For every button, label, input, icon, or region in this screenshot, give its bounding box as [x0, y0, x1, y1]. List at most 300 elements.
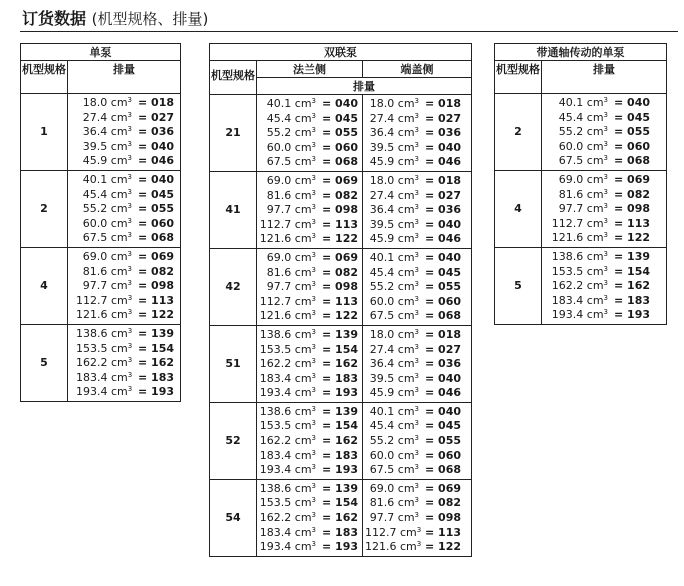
volume-unit-exponent: 3	[603, 279, 608, 288]
volume-unit-exponent: 3	[603, 139, 608, 148]
displacement-volume	[76, 342, 132, 357]
displacement-volume	[258, 295, 316, 310]
volume-value: 81.6	[558, 187, 584, 201]
volume-unit: cm	[397, 203, 415, 217]
displacement-line	[76, 265, 180, 280]
order-code: = 036	[425, 357, 462, 371]
order-code: = 068	[425, 309, 462, 323]
volume-unit: cm	[586, 172, 604, 186]
volume-unit-exponent: 3	[603, 172, 608, 181]
volume-unit: cm	[397, 357, 415, 371]
volume-value: 69.0	[266, 173, 292, 187]
order-code: = 046	[425, 386, 462, 400]
displacement-volume	[365, 463, 419, 478]
col-cover-side: 端盖侧	[363, 61, 472, 78]
volume-value: 39.5	[369, 371, 395, 385]
volume-unit-exponent: 3	[414, 250, 419, 259]
volume-unit: cm	[397, 481, 415, 495]
volume-value: 162.2	[259, 357, 292, 371]
displacement-volume	[76, 250, 132, 265]
volume-value: 193.4	[259, 463, 292, 477]
volume-unit-exponent: 3	[127, 356, 133, 365]
displacement-volume	[365, 309, 419, 324]
volume-unit-exponent: 3	[127, 385, 133, 394]
volume-unit: cm	[111, 370, 128, 384]
volume-unit-exponent: 3	[416, 525, 422, 534]
displacement-volume	[258, 280, 316, 295]
displacement-volume	[76, 265, 132, 280]
volume-value: 45.9	[82, 154, 108, 168]
displacement-cell	[257, 248, 363, 325]
displacement-line	[258, 511, 362, 526]
displacement-cell	[257, 325, 363, 402]
displacement-volume	[76, 385, 132, 400]
displacement-line	[365, 386, 471, 401]
volume-unit: cm	[397, 511, 415, 525]
displacement-cell	[257, 402, 363, 479]
order-code: = 068	[425, 463, 462, 477]
displacement-line	[550, 154, 666, 169]
displacement-line	[258, 141, 362, 156]
volume-unit: cm	[110, 110, 128, 124]
order-code: = 122	[322, 232, 359, 246]
order-code: = 055	[138, 202, 175, 216]
volume-unit: cm	[294, 342, 312, 356]
displacement-cell	[542, 94, 667, 171]
volume-unit: cm	[294, 140, 312, 154]
order-code: = 055	[322, 126, 359, 140]
volume-value: 193.4	[259, 386, 292, 400]
displacement-cell	[363, 248, 472, 325]
volume-unit-exponent: 3	[127, 216, 132, 225]
volume-value: 36.4	[369, 126, 395, 140]
displacement-line	[76, 173, 180, 188]
displacement-line	[365, 419, 471, 434]
volume-unit-exponent: 3	[414, 232, 419, 241]
order-code: = 046	[425, 232, 462, 246]
volume-unit: cm	[397, 280, 415, 294]
displacement-line	[365, 203, 471, 218]
displacement-cell	[68, 247, 181, 324]
volume-unit: cm	[294, 371, 312, 385]
displacement-line	[365, 511, 471, 526]
volume-value: 55.2	[369, 280, 395, 294]
displacement-line	[258, 405, 362, 420]
volume-unit-exponent: 3	[311, 97, 316, 105]
displacement-line	[258, 155, 362, 170]
order-code: = 040	[425, 371, 462, 385]
volume-unit: cm	[294, 525, 312, 539]
volume-value: 112.7	[259, 294, 292, 308]
displacement-volume	[258, 526, 316, 541]
displacement-cell	[68, 94, 181, 171]
displacement-line	[365, 449, 471, 464]
volume-unit: cm	[586, 264, 604, 278]
volume-unit-exponent: 3	[311, 140, 316, 149]
volume-unit: cm	[294, 188, 312, 202]
volume-unit: cm	[110, 216, 128, 230]
volume-unit-exponent: 3	[414, 434, 419, 443]
displacement-line	[550, 217, 666, 232]
volume-value: 97.7	[266, 203, 292, 217]
order-code: = 082	[614, 187, 651, 201]
volume-unit: cm	[586, 216, 604, 230]
order-code: = 082	[138, 264, 175, 278]
displacement-volume	[258, 309, 316, 324]
order-code: = 027	[425, 111, 462, 125]
model-size-cell: 51	[210, 325, 257, 402]
volume-value: 69.0	[369, 481, 395, 495]
volume-unit-exponent: 3	[127, 231, 132, 240]
volume-unit-exponent: 3	[414, 386, 419, 395]
volume-unit: cm	[294, 203, 312, 217]
displacement-line	[258, 449, 362, 464]
volume-unit-exponent: 3	[127, 264, 132, 273]
displacement-volume	[365, 372, 419, 387]
volume-value: 27.4	[369, 342, 395, 356]
volume-unit: cm	[397, 463, 415, 477]
volume-unit-exponent: 3	[414, 404, 419, 413]
volume-value: 55.2	[558, 125, 584, 139]
volume-unit: cm	[294, 250, 312, 264]
order-code: = 162	[322, 357, 359, 371]
order-code: = 036	[425, 126, 462, 140]
order-code: = 055	[614, 125, 651, 139]
volume-value: 183.4	[76, 370, 108, 384]
order-code: = 045	[138, 187, 175, 201]
volume-value: 69.0	[558, 172, 584, 186]
volume-value: 153.5	[259, 496, 292, 510]
order-code: = 055	[425, 434, 462, 448]
model-size-cell: 42	[210, 248, 257, 325]
volume-unit: cm	[110, 172, 128, 186]
volume-unit-exponent: 3	[603, 125, 608, 134]
displacement-volume	[258, 419, 316, 434]
order-code: = 193	[138, 385, 175, 399]
displacement-line	[258, 482, 362, 497]
displacement-volume	[258, 496, 316, 511]
volume-value: 81.6	[266, 265, 292, 279]
displacement-line	[258, 496, 362, 511]
displacement-line	[76, 371, 180, 386]
displacement-volume	[76, 140, 132, 155]
volume-unit-exponent: 3	[127, 249, 132, 258]
order-code: = 036	[138, 125, 175, 139]
order-code: = 193	[614, 308, 651, 322]
displacement-volume	[365, 540, 422, 555]
displacement-line	[550, 96, 666, 111]
displacement-volume	[365, 97, 419, 112]
displacement-line	[76, 327, 180, 342]
volume-unit-exponent: 3	[311, 448, 316, 457]
displacement-volume	[76, 173, 132, 188]
order-code: = 040	[138, 172, 175, 186]
volume-unit-exponent: 3	[603, 154, 608, 163]
volume-unit: cm	[294, 463, 312, 477]
volume-unit: cm	[111, 341, 128, 355]
volume-unit: cm	[111, 385, 128, 399]
order-code: = 018	[425, 97, 462, 110]
displacement-line	[258, 372, 362, 387]
displacement-cell	[363, 171, 472, 248]
displacement-volume	[550, 294, 608, 309]
volume-value: 121.6	[365, 540, 397, 554]
volume-unit: cm	[397, 386, 415, 400]
volume-value: 27.4	[82, 110, 108, 124]
volume-unit-exponent: 3	[311, 386, 316, 395]
volume-unit-exponent: 3	[414, 448, 419, 457]
volume-value: 67.5	[369, 309, 395, 323]
displacement-volume	[258, 218, 316, 233]
order-code: = 027	[138, 110, 175, 124]
volume-unit: cm	[111, 293, 128, 307]
displacement-line	[76, 217, 180, 232]
volume-unit: cm	[397, 404, 415, 418]
order-code: = 082	[322, 188, 359, 202]
model-size-cell: 52	[210, 402, 257, 479]
displacement-line	[258, 309, 362, 324]
volume-value: 45.4	[558, 110, 584, 124]
volume-unit: cm	[586, 231, 604, 245]
displacement-volume	[365, 232, 419, 247]
displacement-volume	[258, 112, 316, 127]
displacement-cell	[363, 402, 472, 479]
volume-unit-exponent: 3	[311, 265, 316, 274]
displacement-line	[76, 342, 180, 357]
volume-unit: cm	[586, 139, 604, 153]
displacement-line	[365, 280, 471, 295]
volume-unit-exponent: 3	[414, 342, 419, 351]
col-model-size: 机型规格	[210, 61, 257, 95]
displacement-line	[258, 526, 362, 541]
volume-value: 55.2	[266, 126, 292, 140]
displacement-volume	[258, 449, 316, 464]
volume-unit-exponent: 3	[127, 293, 133, 302]
volume-unit-exponent: 3	[311, 309, 316, 318]
displacement-cell	[363, 95, 472, 172]
displacement-line	[365, 218, 471, 233]
volume-unit-exponent: 3	[311, 434, 316, 443]
order-code: = 193	[322, 540, 359, 554]
volume-value: 67.5	[266, 155, 292, 169]
volume-value: 193.4	[259, 540, 292, 554]
volume-value: 112.7	[365, 525, 397, 539]
order-code: = 098	[614, 202, 651, 216]
displacement-volume	[76, 202, 132, 217]
volume-unit-exponent: 3	[311, 342, 316, 351]
order-code: = 068	[322, 155, 359, 169]
title-subtitle: (机型规格、排量)	[91, 10, 209, 28]
order-code: = 162	[322, 511, 359, 525]
volume-unit: cm	[294, 232, 312, 246]
displacement-volume	[365, 189, 419, 204]
displacement-line	[76, 188, 180, 203]
volume-value: 67.5	[558, 154, 584, 168]
order-code: = 098	[322, 203, 359, 217]
displacement-cell	[542, 170, 667, 247]
displacement-volume	[550, 279, 608, 294]
displacement-volume	[550, 250, 608, 265]
displacement-cell	[363, 325, 472, 402]
displacement-volume	[365, 328, 419, 343]
displacement-line	[76, 356, 180, 371]
volume-value: 67.5	[82, 231, 108, 245]
volume-value: 40.1	[369, 250, 395, 264]
volume-value: 40.1	[558, 96, 584, 109]
volume-unit-exponent: 3	[311, 525, 316, 534]
order-code: = 098	[322, 280, 359, 294]
order-code: = 040	[322, 97, 359, 110]
volume-value: 40.1	[82, 172, 108, 186]
double-pump-header: 双联泵	[210, 44, 472, 61]
displacement-line	[550, 125, 666, 140]
model-size-cell: 2	[21, 170, 68, 247]
displacement-volume	[365, 496, 419, 511]
volume-value: 60.0	[266, 140, 292, 154]
volume-unit: cm	[294, 309, 312, 323]
volume-unit: cm	[397, 97, 415, 110]
order-code: = 154	[322, 496, 359, 510]
order-code: = 113	[322, 217, 359, 231]
single-pump-table	[20, 43, 181, 402]
displacement-volume	[365, 280, 419, 295]
volume-unit: cm	[110, 154, 128, 168]
volume-value: 36.4	[82, 125, 108, 139]
volume-value: 69.0	[82, 249, 108, 263]
volume-unit-exponent: 3	[311, 404, 316, 413]
displacement-line	[76, 308, 180, 323]
displacement-line	[550, 188, 666, 203]
through-drive-pump-header: 带通轴传动的单泵	[495, 44, 667, 61]
table-row	[210, 325, 472, 402]
displacement-line	[365, 112, 471, 127]
model-size-cell: 5	[495, 247, 542, 324]
volume-unit: cm	[111, 326, 128, 340]
order-code: = 060	[322, 140, 359, 154]
col-model-size: 机型规格	[495, 61, 542, 94]
volume-value: 183.4	[551, 293, 584, 307]
displacement-volume	[365, 251, 419, 266]
volume-unit: cm	[110, 279, 128, 293]
volume-unit-exponent: 3	[414, 203, 419, 212]
displacement-volume	[365, 141, 419, 156]
model-size-cell: 1	[21, 94, 68, 171]
displacement-line	[258, 232, 362, 247]
volume-value: 81.6	[82, 264, 108, 278]
order-code: = 098	[425, 511, 462, 525]
volume-value: 162.2	[259, 511, 292, 525]
volume-unit-exponent: 3	[414, 265, 419, 274]
volume-value: 60.0	[82, 216, 108, 230]
volume-unit-exponent: 3	[127, 370, 133, 379]
volume-unit-exponent: 3	[414, 217, 419, 226]
volume-unit-exponent: 3	[414, 357, 419, 366]
table-row	[495, 94, 667, 171]
order-code: = 027	[425, 188, 462, 202]
displacement-line	[550, 173, 666, 188]
model-size-cell: 4	[495, 170, 542, 247]
displacement-volume	[365, 405, 419, 420]
volume-unit-exponent: 3	[127, 202, 132, 211]
order-code: = 069	[138, 249, 175, 263]
volume-value: 97.7	[266, 280, 292, 294]
volume-unit: cm	[586, 279, 604, 293]
volume-unit-exponent: 3	[311, 188, 316, 197]
volume-value: 18.0	[82, 96, 108, 109]
table-row	[495, 247, 667, 324]
displacement-volume	[258, 174, 316, 189]
volume-unit: cm	[294, 511, 312, 525]
order-code: = 154	[614, 264, 651, 278]
volume-unit: cm	[110, 264, 128, 278]
volume-unit-exponent: 3	[416, 540, 422, 549]
displacement-line	[76, 125, 180, 140]
displacement-volume	[550, 111, 608, 126]
volume-unit-exponent: 3	[127, 308, 133, 317]
order-code: = 040	[425, 250, 462, 264]
displacement-volume	[365, 295, 419, 310]
volume-unit: cm	[294, 155, 312, 169]
volume-unit-exponent: 3	[414, 188, 419, 197]
table-row	[210, 479, 472, 556]
model-size-cell: 54	[210, 479, 257, 556]
volume-unit-exponent: 3	[603, 110, 608, 119]
displacement-volume	[258, 232, 316, 247]
model-size-cell: 41	[210, 171, 257, 248]
order-code: = 018	[425, 327, 462, 341]
displacement-volume	[258, 540, 316, 555]
volume-unit-exponent: 3	[127, 341, 133, 350]
volume-unit: cm	[294, 419, 312, 433]
volume-unit: cm	[294, 404, 312, 418]
displacement-volume	[76, 294, 132, 309]
displacement-volume	[76, 188, 132, 203]
volume-unit-exponent: 3	[414, 481, 419, 490]
volume-value: 60.0	[558, 139, 584, 153]
volume-unit: cm	[294, 97, 312, 110]
displacement-cell	[257, 171, 363, 248]
volume-unit-exponent: 3	[414, 126, 419, 135]
displacement-volume	[365, 343, 419, 358]
displacement-line	[76, 154, 180, 169]
order-code: = 154	[322, 419, 359, 433]
volume-unit: cm	[586, 202, 604, 216]
displacement-volume	[258, 405, 316, 420]
volume-value: 121.6	[259, 309, 292, 323]
volume-unit: cm	[294, 540, 312, 554]
displacement-line	[258, 434, 362, 449]
volume-value: 81.6	[266, 188, 292, 202]
order-code: = 122	[425, 540, 462, 554]
volume-value: 18.0	[369, 97, 395, 110]
order-code: = 018	[425, 173, 462, 187]
order-code: = 162	[138, 356, 175, 370]
order-code: = 046	[138, 154, 175, 168]
volume-value: 18.0	[369, 173, 395, 187]
volume-value: 55.2	[369, 434, 395, 448]
displacement-volume	[258, 463, 316, 478]
displacement-line	[76, 96, 180, 111]
displacement-cell	[257, 95, 363, 172]
order-code: = 139	[138, 326, 175, 340]
displacement-line	[258, 386, 362, 401]
volume-unit: cm	[110, 139, 128, 153]
displacement-line	[258, 189, 362, 204]
volume-unit: cm	[294, 217, 312, 231]
volume-value: 97.7	[558, 202, 584, 216]
order-code: = 193	[322, 386, 359, 400]
displacement-line	[258, 295, 362, 310]
